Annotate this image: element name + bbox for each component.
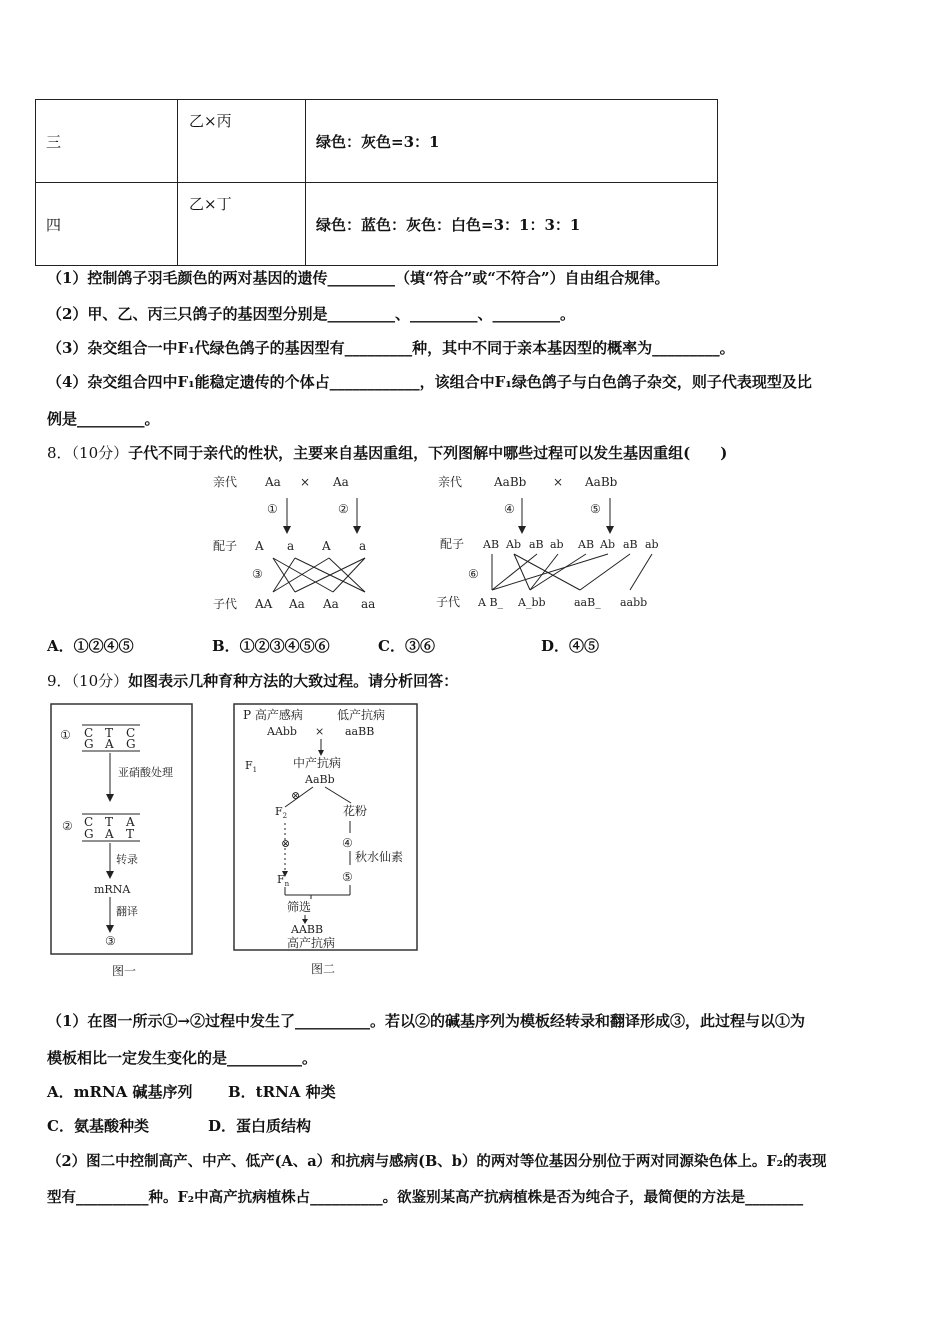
- cross-text: 乙×丁: [189, 195, 232, 213]
- gamete: A: [322, 539, 331, 553]
- base: T: [105, 815, 114, 829]
- offspring: A_bb: [518, 596, 546, 609]
- parent-genotype: Aa: [265, 475, 281, 489]
- gamete: Ab: [506, 538, 521, 551]
- base: T: [126, 827, 135, 841]
- base: T: [105, 726, 114, 740]
- offspring-label: 子代: [213, 597, 238, 611]
- arrow-head: [518, 526, 526, 534]
- pollen-label: 花粉: [343, 804, 368, 818]
- genotype: aaBB: [345, 725, 375, 738]
- step-5-marker: ⑤: [590, 502, 601, 516]
- f1-phenotype: 中产抗病: [293, 756, 342, 770]
- cross-cell: [178, 183, 306, 266]
- q9-option-a[interactable]: A．mRNA 碱基序列: [47, 1083, 193, 1101]
- q7-part3: （3）杂交组合一中F₁代绿色鸽子的基因型有_________种，其中不同于亲本基因型的概率为_________。: [47, 339, 735, 357]
- q9-stem: 如图表示几种育种方法的大致过程。请分析回答：: [128, 672, 459, 690]
- selfing-symbol: ⊗: [281, 837, 291, 850]
- gamete: AB: [578, 538, 595, 551]
- f1-label: $F_1$: [245, 759, 258, 774]
- gamete: a: [359, 539, 367, 553]
- q7-part4-line2: 例是_________。: [47, 410, 160, 428]
- base: A: [105, 827, 114, 841]
- gamete: Ab: [600, 538, 615, 551]
- figure-caption: 图一: [112, 964, 137, 978]
- table-row: [36, 183, 718, 266]
- base: G: [84, 737, 94, 751]
- gamete: AB: [483, 538, 500, 551]
- step-4-marker: ④: [342, 836, 353, 850]
- offspring: AA: [255, 597, 273, 611]
- gamete: aB: [623, 538, 638, 551]
- q9-number: 9．: [47, 672, 72, 690]
- parent-label: 亲代: [213, 475, 238, 489]
- offspring: aaB_: [574, 596, 601, 609]
- fn-label: $F_n$: [277, 873, 290, 888]
- base: C: [126, 726, 136, 740]
- arrow-head: [353, 526, 361, 534]
- result-cell: 绿色：蓝色：灰色：白色=3：1：3：1: [306, 183, 718, 266]
- mrna-label: mRNA: [94, 883, 131, 896]
- parent-genotype: Aa: [333, 475, 349, 489]
- base: A: [126, 815, 135, 829]
- q7-part2: （2）甲、乙、丙三只鸽子的基因型分别是_________、_________、_________。: [47, 305, 575, 323]
- p-generation-label: P 高产感病: [243, 708, 303, 722]
- step-4-marker: ④: [504, 502, 515, 516]
- parent-genotype: AaBb: [585, 475, 618, 489]
- arrow-head: [606, 526, 614, 534]
- parent-label: 亲代: [438, 475, 463, 489]
- gamete: aB: [529, 538, 544, 551]
- q9-score: （10分）: [71, 672, 129, 690]
- p-parent-right: 低产抗病: [337, 708, 386, 722]
- q7-part1: （1）控制鸽子羽毛颜色的两对基因的遗传_________（填“符合”或“不符合”）自由组合规律。: [47, 269, 670, 287]
- gamete-label: 配子: [440, 537, 465, 551]
- step-1-marker: ①: [267, 502, 278, 516]
- selfing-symbol: ⊗: [291, 789, 301, 802]
- cross-symbol: ×: [553, 475, 564, 489]
- q9-option-c[interactable]: C．氨基酸种类: [47, 1117, 149, 1135]
- q8-stem-line: [47, 442, 727, 463]
- offspring: aa: [361, 597, 376, 611]
- gamete: ab: [645, 538, 659, 551]
- q9-part2-line1: （2）图二中控制高产、中产、低产(A、a）和抗病与感病(B、b）的两对等位基因分别位于两对同源染色体上。F₂的表现: [47, 1153, 827, 1170]
- q8-dihybrid-diagram: [430, 468, 670, 618]
- figure-1-mutation-breeding: [50, 703, 196, 983]
- group-cell: 三: [36, 100, 178, 183]
- step-3-marker: ③: [105, 934, 116, 948]
- q7-part4-line1: （4）杂交组合四中F₁能稳定遗传的个体占____________，该组合中F₁绿色鸽子与白色鸽子杂交，则子代表现型及比: [47, 373, 812, 391]
- q9-part1-line1: （1）在图一所示①→②过程中发生了__________。若以②的碱基序列为模板经转录和翻译形成③，此过程与以①为: [47, 1012, 806, 1030]
- genotype: AAbb: [267, 725, 297, 738]
- f2-label: $F_2$: [275, 805, 288, 820]
- figure-caption: 图二: [311, 962, 336, 976]
- final-phenotype: 高产抗病: [287, 936, 336, 950]
- q8-number: 8．: [47, 444, 72, 462]
- step-5-marker: ⑤: [342, 870, 353, 884]
- gamete: A: [255, 539, 264, 553]
- offspring-label: 子代: [436, 595, 461, 609]
- gamete-label: 配子: [213, 539, 238, 553]
- base: A: [105, 737, 114, 751]
- q9-stem-line: [47, 670, 458, 691]
- combination-lines: [273, 558, 365, 592]
- arrow-head: [283, 526, 291, 534]
- figure-2-breeding-process: [233, 703, 423, 983]
- q8-option-a[interactable]: A．①②④⑤: [47, 637, 134, 655]
- gamete: a: [287, 539, 295, 553]
- base: C: [84, 726, 94, 740]
- cross-symbol: ×: [315, 725, 325, 738]
- q9-part1-line2: 模板相比一定发生变化的是__________。: [47, 1049, 318, 1067]
- table-row: [36, 100, 718, 183]
- cross-result-table: [35, 99, 718, 266]
- cross-text: 乙×丙: [189, 112, 232, 130]
- cross-cell: [178, 100, 306, 183]
- cross-symbol: ×: [300, 475, 311, 489]
- group-cell: 四: [36, 183, 178, 266]
- step-1-marker: ①: [60, 728, 71, 742]
- colchicine-label: 秋水仙素: [355, 850, 404, 864]
- step-2-marker: ②: [338, 502, 349, 516]
- offspring: Aa: [323, 597, 339, 611]
- offspring: A B_: [478, 596, 504, 609]
- q8-option-d[interactable]: D．④⑤: [541, 637, 600, 655]
- base: G: [84, 827, 94, 841]
- figure-frame: [234, 704, 417, 950]
- screening-label: 筛选: [287, 900, 312, 914]
- gamete: ab: [550, 538, 564, 551]
- parent-genotype: AaBb: [494, 475, 527, 489]
- step-3-marker: ③: [252, 567, 263, 581]
- q9-part2-line2: 型有__________种。F₂中高产抗病植株占__________。欲鉴别某高产抗病植株是否为纯合子，最简便的方法是________: [47, 1189, 804, 1206]
- final-genotype: AABB: [291, 923, 324, 936]
- result-cell: 绿色：灰色=3：1: [306, 100, 718, 183]
- q8-stem: 子代不同于亲代的性状，主要来自基因重组，下列图解中哪些过程可以发生基因重组( ): [128, 444, 728, 462]
- q8-option-b[interactable]: B．①②③④⑤⑥: [212, 637, 330, 655]
- step-2-marker: ②: [62, 819, 73, 833]
- q8-monohybrid-diagram: [205, 468, 395, 618]
- f1-genotype: AaBb: [305, 773, 335, 786]
- combination-lines: [492, 554, 652, 590]
- transcription-label: 转录: [116, 853, 138, 866]
- q9-option-b[interactable]: B．tRNA 种类: [228, 1083, 336, 1101]
- base: G: [126, 737, 136, 751]
- treatment-label: 亚硝酸处理: [118, 766, 173, 779]
- translation-label: 翻译: [116, 905, 138, 918]
- q9-option-d[interactable]: D．蛋白质结构: [208, 1117, 312, 1135]
- offspring: Aa: [289, 597, 305, 611]
- step-6-marker: ⑥: [468, 567, 479, 581]
- base: C: [84, 815, 94, 829]
- offspring: aabb: [620, 596, 648, 609]
- q8-option-c[interactable]: C．③⑥: [378, 637, 435, 655]
- q8-score: （10分）: [71, 444, 129, 462]
